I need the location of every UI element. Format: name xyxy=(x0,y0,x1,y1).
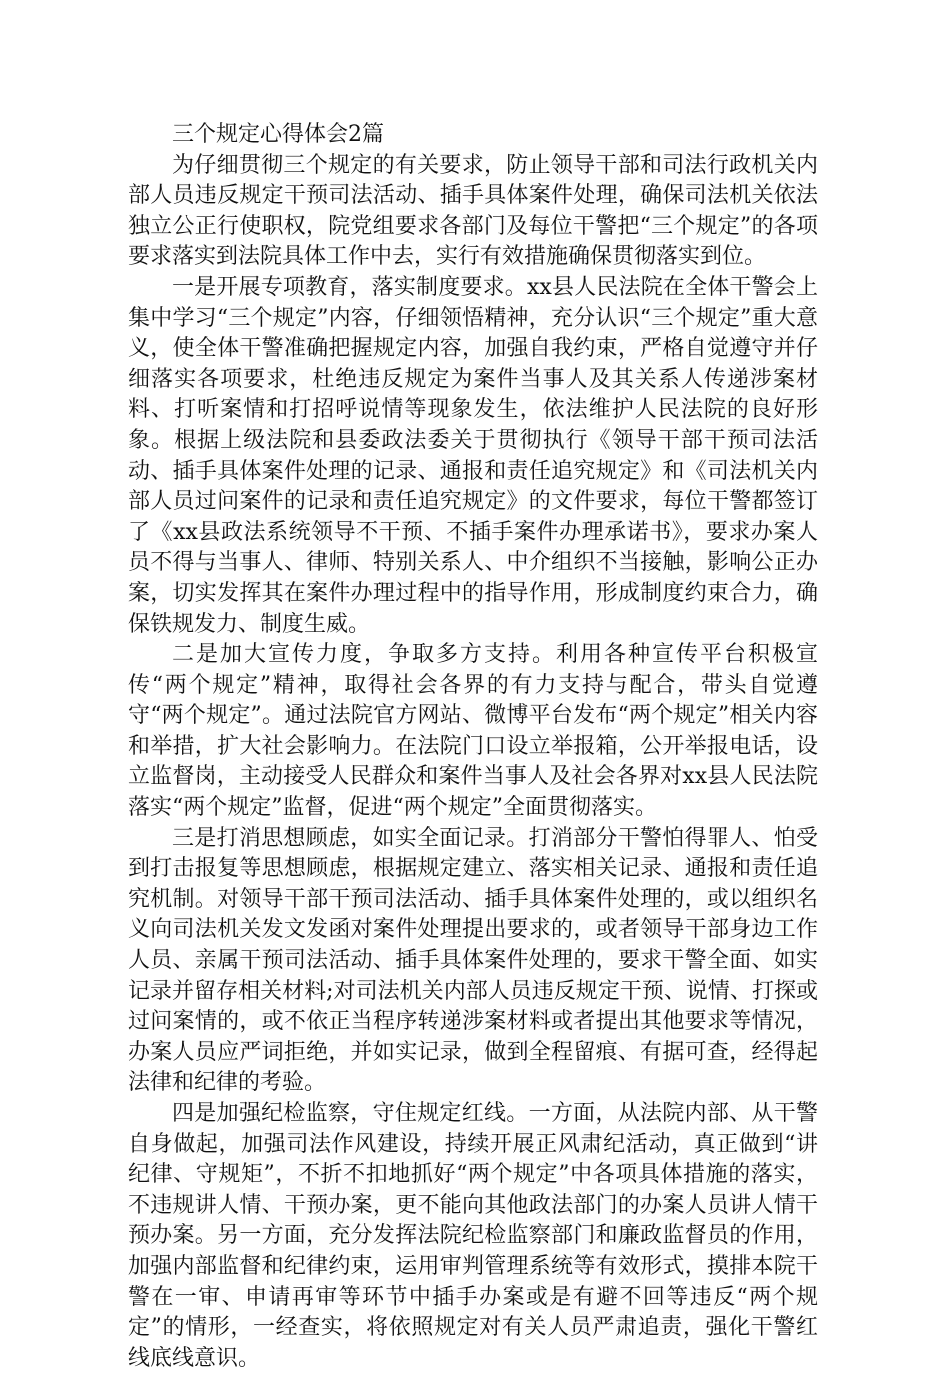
document-page xyxy=(128,120,818,1374)
paragraph-recording: 三是打消思想顾虑，如实全面记录。打消部分干警怕得罪人、怕受到打击报复等思想顾虑，根据规定建立、落实相关记录、通报和责任追究机制。对领导干部干预司法活动、插手具体案件处理的，或以组织名义向司法机关发文发函对案件处理提出要求的，或者领导干部身边工作人员、亲属干预司法活动、插手具体案件处理的，要求干警全面、如实记录并留存相关材料;对司法机关内部人员违反规定干预、说情、打探或过问案情的，或不依正当程序转递涉案材料或者提出其他要求等情况，办案人员应严词拒绝，并如实记录，做到全程留痕、有据可查，经得起法律和纪律的考验。 xyxy=(128,825,818,1096)
paragraph-intro: 为仔细贯彻三个规定的有关要求，防止领导干部和司法行政机关内部人员违反规定干预司法活动、插手具体案件处理，确保司法机关依法独立公正行使职权，院党组要求各部门及每位干警把“三个规定”的各项要求落实到法院具体工作中去，实行有效措施确保贯彻落实到位。 xyxy=(128,152,818,270)
paragraph-education: 一是开展专项教育，落实制度要求。xx县人民法院在全体干警会上集中学习“三个规定”内容，仔细领悟精神，充分认识“三个规定”重大意义，使全体干警准确把握规定内容，加强自我约束，严格自觉遵守并仔细落实各项要求，杜绝违反规定为案件当事人及其关系人传递涉案材料、打听案情和打招呼说情等现象发生，依法维护人民法院的良好形象。根据上级法院和县委政法委关于贯彻执行《领导干部干预司法活动、插手具体案件处理的记录、通报和责任追究规定》和《司法机关内部人员过问案件的记录和责任追究规定》的文件要求，每位干警都签订了《xx县政法系统领导不干预、不插手案件办理承诺书》，要求办案人员不得与当事人、律师、特别关系人、中介组织不当接触，影响公正办案，切实发挥其在案件办理过程中的指导作用，形成制度约束合力，确保铁规发力、制度生威。 xyxy=(128,274,818,637)
paragraph-publicity: 二是加大宣传力度，争取多方支持。利用各种宣传平台积极宣传“两个规定”精神，取得社会各界的有力支持与配合，带头自觉遵守“两个规定”。通过法院官方网站、微博平台发布“两个规定”相关内容和举措，扩大社会影响力。在法院门口设立举报箱，公开举报电话，设立监督岗，主动接受人民群众和案件当事人及社会各界对xx县人民法院落实“两个规定”监督，促进“两个规定”全面贯彻落实。 xyxy=(128,642,818,821)
paragraph-supervision: 四是加强纪检监察，守住规定红线。一方面，从法院内部、从干警自身做起，加强司法作风建设，持续开展正风肃纪活动，真正做到“讲纪律、守规矩”，不折不扣地抓好“两个规定”中各项具体措施的落实，不违规讲人情、干预办案，更不能向其他政法部门的办案人员讲人情干预办案。另一方面，充分发挥法院纪检监察部门和廉政监督员的作用，加强内部监督和纪律约束，运用审判管理系统等有效形式，摸排本院干警在一审、申请再审等环节中插手办案或是有避不回等违反“两个规定”的情形，一经查实，将依照规定对有关人员严肃追责，强化干警红线底线意识。 xyxy=(128,1101,818,1371)
document-title: 三个规定心得体会2篇 xyxy=(172,122,384,147)
